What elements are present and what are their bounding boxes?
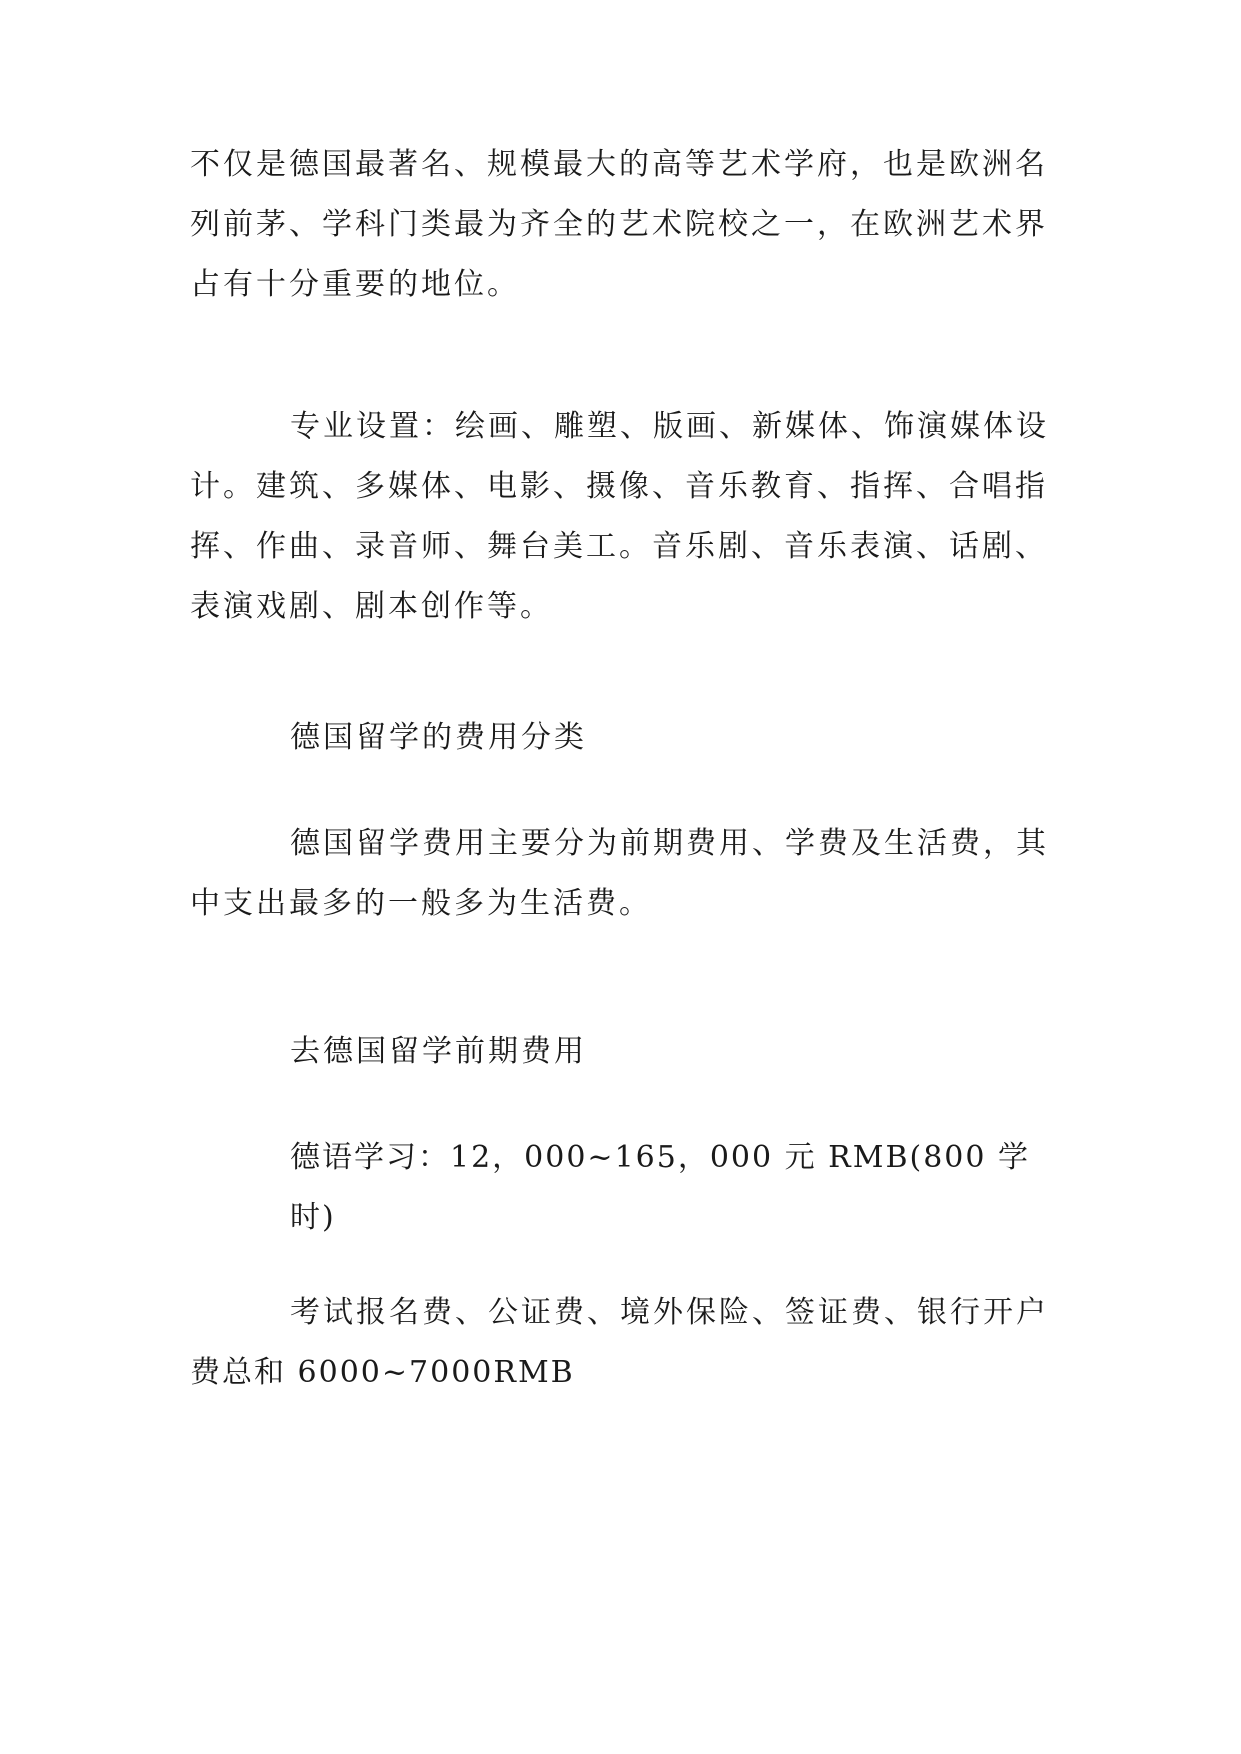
paragraph-line: 列前茅、学科门类最为齐全的艺术院校之一，在欧洲艺术界 (190, 207, 1048, 242)
paragraph-line: 挥、作曲、录音师、舞台美工。音乐剧、音乐表演、话剧、 (190, 529, 1048, 564)
paragraph-fees-total (190, 1283, 1058, 1403)
paragraph-line: 费总和 6000~7000RMB (190, 1355, 575, 1390)
paragraph-line: 德语学习：12，000~165，000 元 RMB(800 学时) (290, 1140, 1031, 1235)
heading-preliminary-costs (190, 1022, 1058, 1082)
heading-cost-categories (190, 708, 1058, 768)
paragraph-art-academy-intro (190, 135, 1058, 315)
paragraph-line: 表演戏剧、剧本创作等。 (190, 589, 553, 624)
paragraph-line: 不仅是德国最著名、规模最大的高等艺术学府，也是欧洲名 (190, 147, 1048, 182)
paragraph-cost-overview (190, 814, 1058, 934)
paragraph-german-study-cost (190, 1128, 1058, 1248)
paragraph-line: 中支出最多的一般多为生活费。 (190, 886, 652, 921)
paragraph-line: 德国留学费用主要分为前期费用、学费及生活费，其 (290, 826, 1049, 861)
paragraph-line: 去德国留学前期费用 (290, 1034, 587, 1069)
paragraph-line: 考试报名费、公证费、境外保险、签证费、银行开户 (290, 1295, 1049, 1330)
paragraph-line: 专业设置：绘画、雕塑、版画、新媒体、饰演媒体设 (290, 409, 1049, 444)
paragraph-line: 德国留学的费用分类 (290, 720, 587, 755)
paragraph-line: 占有十分重要的地位。 (190, 267, 520, 302)
paragraph-line: 计。建筑、多媒体、电影、摄像、音乐教育、指挥、合唱指 (190, 469, 1048, 504)
paragraph-majors (190, 397, 1058, 637)
